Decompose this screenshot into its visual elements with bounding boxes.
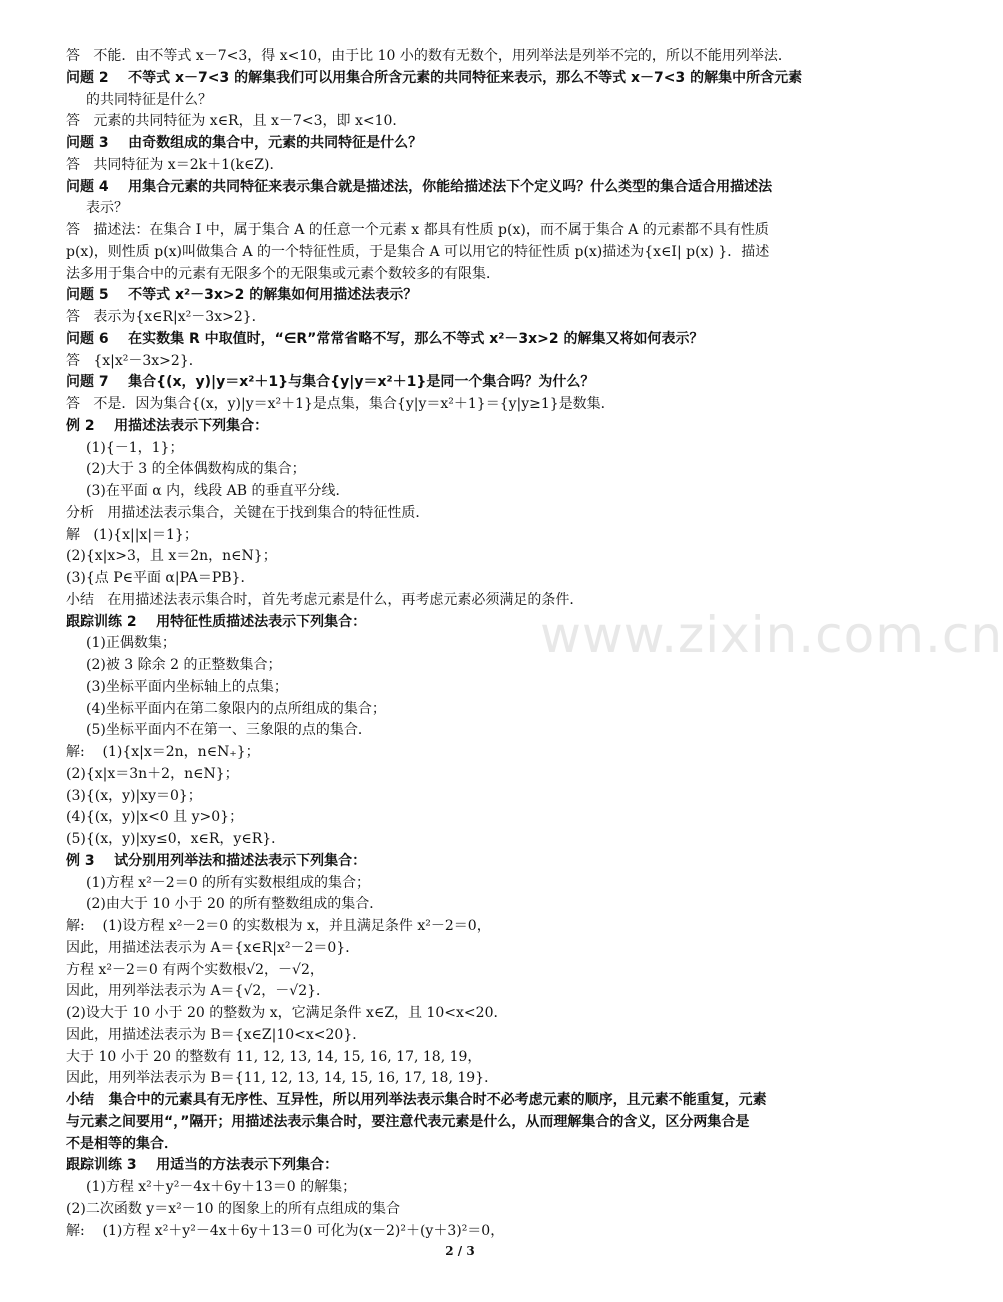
section-heading-line: 问题 6 在实数集 R 中取值时，“∈R”常常省略不写，那么不等式 x²－3x>2 的解集又将如何表示？ [66,330,704,347]
text-line: 解: (1)方程 x²＋y²－4x＋6y＋13＝0 可化为(x－2)²＋(y＋3)²＝0， [66,1222,505,1239]
text-line: 解: (1)设方程 x²－2＝0 的实数根为 x，并且满足条件 x²－2＝0， [66,918,491,934]
text-line: (3)坐标平面内坐标轴上的点集； [86,678,288,695]
text-line: (2)大于 3 的全体偶数构成的集合； [86,461,306,478]
text-line: (2)二次函数 y＝x²－10 的图象上的所有点组成的集合 [66,1200,400,1217]
section-heading-line: 问题 5 不等式 x²－3x>2 的解集如何用描述法表示？ [66,287,418,304]
section-heading-line: 问题 3 由奇数组成的集合中，元素的共同特征是什么？ [66,135,423,151]
section-heading-line: 例 3 试分别用列举法和描述法表示下列集合： [66,852,367,869]
text-line: 与元素之间要用“，”隔开；用描述法表示集合时，要注意代表元素是什么，从而理解集合的含义，区分两集合是 [66,1113,750,1130]
text-line: 分析 用描述法表示集合，关键在于找到集合的特征性质． [66,504,430,521]
watermark: www.zixin.com.cn [540,606,1003,664]
text-line: 的共同特征是什么？ [86,91,212,108]
text-line: 小结 在用描述法表示集合时，首先考虑元素是什么，再考虑元素必须满足的条件． [66,591,584,608]
text-line: 答 共同特征为 x＝2k＋1(k∈Z)． [66,156,284,173]
text-line: 表示？ [86,200,128,217]
text-line: (2)设大于 10 小于 20 的整数为 x，它满足条件 x∈Z，且 10<x<20． [66,1005,508,1021]
text-line: (5){(x，y)|xy≤0，x∈R，y∈R}． [66,831,286,847]
text-line: 答 不是．因为集合{(x，y)|y＝x²＋1}是点集，集合{y|y＝x²＋1}＝{y|y≥1}是数集． [66,396,615,412]
text-line: (2){x|x＝3n＋2，n∈N}； [66,765,239,782]
text-line: (3){点 P∈平面 α|PA＝PB}． [66,570,255,586]
text-line: 因此，用描述法表示为 B＝{x∈Z|10<x<20}． [66,1026,367,1043]
text-line: (4){(x，y)|x<0 且 y>0}； [66,809,244,826]
text-line: (2)被 3 除余 2 的正整数集合； [86,657,282,673]
text-line: (3)在平面 α 内，线段 AB 的垂直平分线． [86,483,350,499]
section-heading-line: 跟踪训练 2 用特征性质描述法表示下列集合： [66,613,367,630]
text-line: (1)方程 x²－2＝0 的所有实数根组成的集合； [86,874,371,891]
text-line: 因此，用列举法表示为 B＝{11, 12, 13, 14, 15, 16, 17, 18, 19}． [66,1070,499,1087]
text-line: 因此，用列举法表示为 A＝{√2，－√2}． [66,983,331,1000]
section-heading-line: 跟踪训练 3 用适当的方法表示下列集合： [66,1157,339,1174]
text-line: 因此，用描述法表示为 A＝{x∈R|x²－2＝0}． [66,939,360,956]
text-line: 答 表示为{x∈R|x²－3x>2}． [66,309,266,325]
text-line: (4)坐标平面内在第二象限内的点所组成的集合； [86,700,386,717]
text-line: (2)由大于 10 小于 20 的所有整数组成的集合． [86,896,384,913]
text-line: 解: (1){x|x＝2n，n∈N₊}； [66,744,260,760]
text-line: (2){x|x>3，且 x＝2n，n∈N}； [66,548,277,565]
text-line: (3){(x，y)|xy＝0}； [66,787,202,804]
text-line: 法多用于集合中的元素有无限多个的无限集或元素个数较多的有限集． [66,265,500,282]
text-line: (1)方程 x²＋y²－4x＋6y＋13＝0 的解集； [86,1179,357,1195]
text-line: 方程 x²－2＝0 有两个实数根√2，－√2， [66,961,324,978]
text-line: (1)正偶数集； [86,635,176,652]
text-line: p(x)，则性质 p(x)叫做集合 A 的一个特征性质，于是集合 A 可以用它的特征性质 p(x)描述为{x∈I| p(x) }．描述 [66,243,770,260]
text-line: 大于 10 小于 20 的整数有 11, 12, 13, 14, 15, 16, 17, 18, 19， [66,1048,482,1065]
text-line: 答 不能．由不等式 x－7<3，得 x<10，由于比 10 小的数有无数个，用列举法是列举不完的，所以不能用列举法． [66,48,792,64]
text-line: (1){－1，1}； [86,439,184,456]
text-line: 不是相等的集合． [66,1135,178,1152]
text-line: 答 {x|x²－3x>2}． [66,352,203,369]
section-heading-line: 问题 7 集合{(x，y)|y＝x²＋1}与集合{y|y＝x²＋1}是同一个集合吗？为什么？ [66,374,595,391]
page-number: 2 / 3 [445,1244,475,1258]
text-line: (5)坐标平面内不在第一、三象限的点的集合． [86,722,372,739]
text-line: 答 描述法：在集合 I 中，属于集合 A 的任意一个元素 x 都具有性质 p(x)，而不属于集合 A 的元素都不具有性质 [66,222,769,238]
text-line: 答 元素的共同特征为 x∈R，且 x－7<3，即 x<10． [66,113,407,130]
text-line: 小结 集合中的元素具有无序性、互异性，所以用列举法表示集合时不必考虑元素的顺序，且元素不能重复，元素 [66,1092,767,1108]
section-heading-line: 例 2 用描述法表示下列集合： [66,417,269,434]
section-heading-line: 问题 4 用集合元素的共同特征来表示集合就是描述法，你能给描述法下个定义吗？什么类型的集合适合用描述法 [66,178,773,195]
section-heading-line: 问题 2 不等式 x－7<3 的解集我们可以用集合所含元素的共同特征来表示，那么不等式 x－7<3 的解集中所含元素 [66,69,803,86]
text-line: 解 (1){x||x|＝1}； [66,526,198,543]
